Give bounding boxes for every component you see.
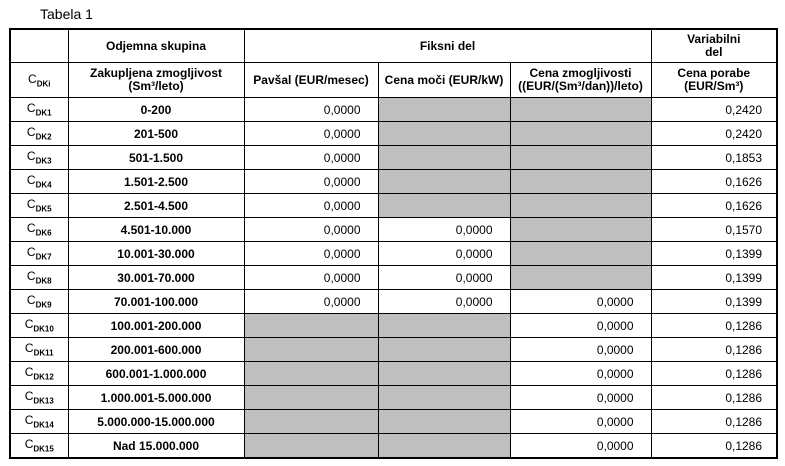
header-capacity-price-line2: ((EUR/(Sm³/dan))/leto)	[518, 79, 643, 93]
cdk-cell	[10, 290, 68, 314]
capacity-range-cell: 4.501-10.000	[68, 218, 244, 242]
flat-fee-cell: 0,0000	[244, 170, 378, 194]
cdk-subscript: DK11	[33, 348, 54, 358]
table-row	[10, 314, 777, 338]
cdk-subscript: DK6	[35, 228, 52, 238]
table-row	[10, 338, 777, 362]
capacity-range-cell: 100.001-200.000	[68, 314, 244, 338]
power-price-cell: 0,0000	[378, 266, 510, 290]
capacity-price-cell	[510, 122, 651, 146]
flat-fee-cell	[244, 434, 378, 459]
capacity-price-cell: 0,0000	[510, 410, 651, 434]
cdk-subscript: DK4	[35, 180, 52, 190]
header-consumption-price-line2: (EUR/Sm³)	[684, 79, 744, 93]
power-price-cell	[378, 410, 510, 434]
power-price-cell	[378, 122, 510, 146]
cdk-prefix: C	[24, 389, 34, 404]
capacity-range-cell: 5.000.000-15.000.000	[68, 410, 244, 434]
cdk-cell	[10, 218, 68, 242]
consumption-price-cell: 0,1626	[651, 170, 777, 194]
flat-fee-cell	[244, 410, 378, 434]
capacity-range-cell: 201-500	[68, 122, 244, 146]
power-price-cell	[378, 386, 510, 410]
header-cdk-sub: DKi	[36, 79, 51, 89]
capacity-range-cell: 10.001-30.000	[68, 242, 244, 266]
power-price-cell	[378, 194, 510, 218]
flat-fee-cell: 0,0000	[244, 146, 378, 170]
capacity-price-cell: 0,0000	[510, 434, 651, 459]
capacity-range-cell: 2.501-4.500	[68, 194, 244, 218]
header-variable-line1: Variabilni	[687, 32, 741, 46]
flat-fee-cell	[244, 314, 378, 338]
cdk-prefix: C	[24, 365, 34, 380]
cdk-cell	[10, 122, 68, 146]
consumption-price-cell: 0,1853	[651, 146, 777, 170]
consumption-price-cell: 0,1286	[651, 362, 777, 386]
power-price-cell	[378, 338, 510, 362]
flat-fee-cell	[244, 362, 378, 386]
flat-fee-cell	[244, 386, 378, 410]
flat-fee-cell: 0,0000	[244, 218, 378, 242]
capacity-price-cell: 0,0000	[510, 386, 651, 410]
table-row	[10, 170, 777, 194]
header-row-2	[10, 63, 777, 98]
power-price-cell	[378, 434, 510, 459]
flat-fee-cell: 0,0000	[244, 290, 378, 314]
cdk-subscript: DK5	[35, 204, 52, 214]
cdk-cell	[10, 242, 68, 266]
capacity-range-cell: 0-200	[68, 98, 244, 122]
capacity-range-cell: 1.501-2.500	[68, 170, 244, 194]
capacity-price-cell	[510, 98, 651, 122]
consumption-price-cell: 0,1399	[651, 290, 777, 314]
flat-fee-cell: 0,0000	[244, 242, 378, 266]
table-row	[10, 434, 777, 459]
power-price-cell	[378, 98, 510, 122]
table-row	[10, 218, 777, 242]
cdk-subscript: DK2	[35, 132, 52, 142]
cdk-prefix: C	[24, 317, 34, 332]
cdk-subscript: DK13	[33, 396, 54, 406]
consumption-price-cell: 0,2420	[651, 98, 777, 122]
capacity-price-cell	[510, 146, 651, 170]
cdk-subscript: DK14	[33, 420, 54, 430]
flat-fee-cell: 0,0000	[244, 98, 378, 122]
table-row	[10, 410, 777, 434]
header-capacity-price-line1: Cena zmogljivosti	[529, 66, 632, 80]
cdk-cell	[10, 266, 68, 290]
header-consumption-price	[651, 63, 777, 98]
capacity-price-cell	[510, 266, 651, 290]
cdk-prefix: C	[24, 341, 34, 356]
capacity-range-cell: 501-1.500	[68, 146, 244, 170]
table-row	[10, 266, 777, 290]
cdk-subscript: DK10	[33, 324, 54, 334]
header-variable-line2: del	[705, 45, 723, 59]
header-cdk-prefix: C	[28, 71, 37, 86]
cdk-prefix: C	[26, 245, 36, 260]
cdk-cell	[10, 98, 68, 122]
consumption-price-cell: 0,1570	[651, 218, 777, 242]
capacity-price-cell	[510, 242, 651, 266]
table-row	[10, 386, 777, 410]
capacity-range-cell: Nad 15.000.000	[68, 434, 244, 459]
cdk-prefix: C	[26, 173, 36, 188]
power-price-cell: 0,0000	[378, 218, 510, 242]
header-consumer-group: Odjemna skupina	[68, 29, 244, 63]
consumption-price-cell: 0,1286	[651, 338, 777, 362]
cdk-subscript: DK15	[33, 444, 54, 454]
header-row-1	[10, 29, 777, 63]
header-cdk	[10, 63, 68, 98]
cdk-prefix: C	[26, 221, 36, 236]
flat-fee-cell: 0,0000	[244, 266, 378, 290]
cdk-cell	[10, 362, 68, 386]
power-price-cell	[378, 170, 510, 194]
flat-fee-cell: 0,0000	[244, 194, 378, 218]
power-price-cell	[378, 314, 510, 338]
cdk-subscript: DK9	[35, 300, 52, 310]
capacity-range-cell: 600.001-1.000.000	[68, 362, 244, 386]
cdk-subscript: DK8	[35, 276, 52, 286]
consumption-price-cell: 0,1286	[651, 386, 777, 410]
cdk-prefix: C	[26, 149, 36, 164]
capacity-price-cell	[510, 218, 651, 242]
consumption-price-cell: 0,1399	[651, 266, 777, 290]
consumption-price-cell: 0,1626	[651, 194, 777, 218]
cdk-cell	[10, 338, 68, 362]
consumption-price-cell: 0,1286	[651, 314, 777, 338]
cdk-subscript: DK1	[35, 108, 52, 118]
cdk-cell	[10, 410, 68, 434]
header-power-price: Cena moči (EUR/kW)	[378, 63, 510, 98]
cdk-prefix: C	[24, 413, 34, 428]
header-consumption-price-line1: Cena porabe	[677, 66, 751, 80]
cdk-prefix: C	[24, 437, 34, 452]
capacity-range-cell: 1.000.001-5.000.000	[68, 386, 244, 410]
cdk-cell	[10, 170, 68, 194]
header-fixed-part: Fiksni del	[244, 29, 651, 63]
header-capacity-price	[510, 63, 651, 98]
cdk-cell	[10, 434, 68, 459]
flat-fee-cell	[244, 338, 378, 362]
table-row	[10, 194, 777, 218]
consumption-price-cell: 0,2420	[651, 122, 777, 146]
cdk-cell	[10, 314, 68, 338]
capacity-price-cell: 0,0000	[510, 290, 651, 314]
cdk-subscript: DK7	[35, 252, 52, 262]
table-row	[10, 290, 777, 314]
cdk-cell	[10, 386, 68, 410]
header-empty-cell	[10, 29, 68, 63]
flat-fee-cell: 0,0000	[244, 122, 378, 146]
capacity-price-cell	[510, 170, 651, 194]
power-price-cell: 0,0000	[378, 242, 510, 266]
tariff-table	[9, 28, 778, 459]
capacity-range-cell: 30.001-70.000	[68, 266, 244, 290]
table-row	[10, 242, 777, 266]
capacity-price-cell: 0,0000	[510, 362, 651, 386]
power-price-cell	[378, 362, 510, 386]
cdk-prefix: C	[26, 101, 36, 116]
capacity-price-cell: 0,0000	[510, 338, 651, 362]
cdk-cell	[10, 146, 68, 170]
cdk-prefix: C	[26, 293, 36, 308]
power-price-cell	[378, 146, 510, 170]
consumption-price-cell: 0,1286	[651, 410, 777, 434]
cdk-subscript: DK3	[35, 156, 52, 166]
header-flat-fee: Pavšal (EUR/mesec)	[244, 63, 378, 98]
table-row	[10, 122, 777, 146]
cdk-prefix: C	[26, 125, 36, 140]
capacity-price-cell	[510, 194, 651, 218]
header-capacity	[68, 63, 244, 98]
table-caption: Tabela 1	[40, 6, 93, 22]
consumption-price-cell: 0,1399	[651, 242, 777, 266]
capacity-range-cell: 70.001-100.000	[68, 290, 244, 314]
cdk-prefix: C	[26, 269, 36, 284]
capacity-price-cell: 0,0000	[510, 314, 651, 338]
header-variable-part	[651, 29, 777, 63]
power-price-cell: 0,0000	[378, 290, 510, 314]
consumption-price-cell: 0,1286	[651, 434, 777, 459]
header-capacity-line1: Zakupljena zmogljivost	[89, 66, 223, 80]
table-row	[10, 98, 777, 122]
cdk-prefix: C	[26, 197, 36, 212]
header-capacity-line2: (Sm³/leto)	[128, 79, 184, 93]
capacity-range-cell: 200.001-600.000	[68, 338, 244, 362]
cdk-subscript: DK12	[33, 372, 54, 382]
cdk-cell	[10, 194, 68, 218]
table-row	[10, 362, 777, 386]
table-row	[10, 146, 777, 170]
